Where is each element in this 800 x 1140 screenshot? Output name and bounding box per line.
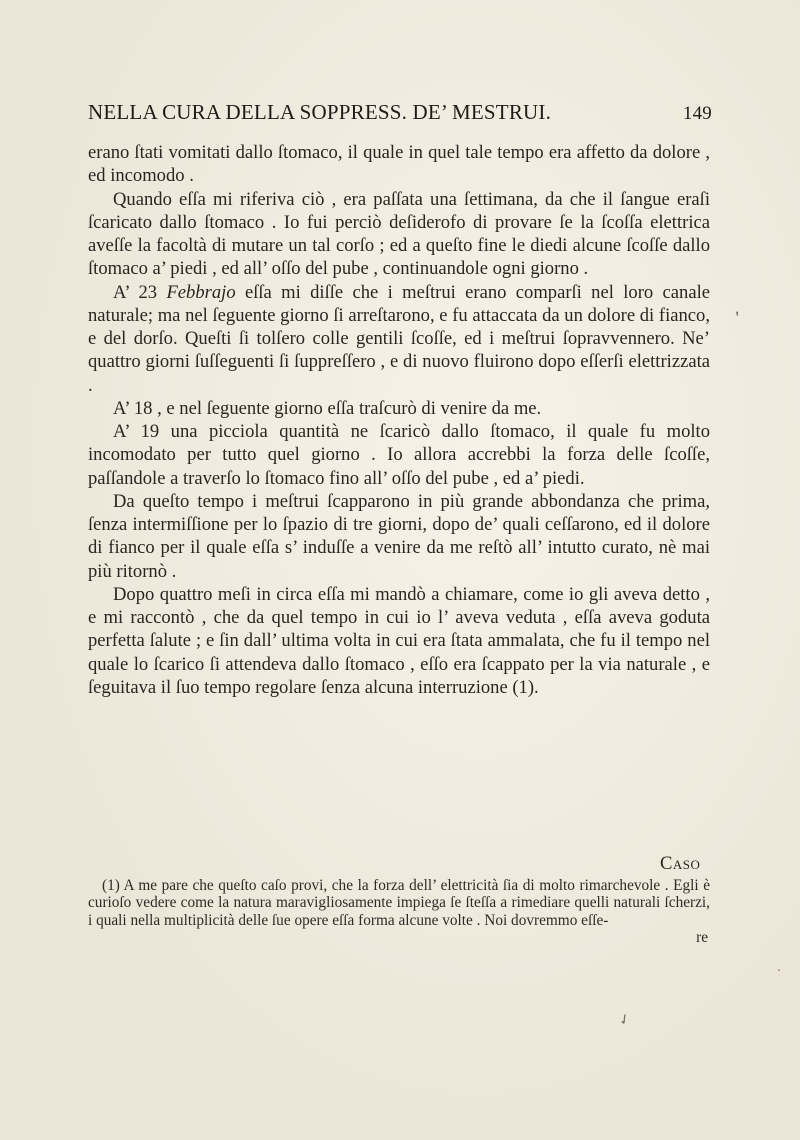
page-number: 149 (682, 103, 712, 124)
paragraph-5: A’ 19 una picciola quantità ne ſcaricò dallo ſtomaco, il quale fu molto incomodato per tutto quel giorno . Io allora accrebbi la forza delle ſcoſſe, paſſandole a traverſo lo ſtomaco fino all’ oſſo del pube , ed a’ piedi. (88, 421, 710, 489)
margin-mark: , (729, 298, 742, 319)
paragraph-1: erano ſtati vomitati dallo ſtomaco, il quale in quel tale tempo era affetto da dolore , ed incomodo . (88, 142, 710, 187)
running-title: NELLA CURA DELLA SOPPRESS. DE’ MESTRUI. (88, 100, 552, 124)
paragraph-3-body: eſſa mi diſſe che i meſtrui erano comparſi nel loro canale naturale; ma nel ſeguente giorno ſi arreſtarono, e fu attaccata da un dolore di fianco, e del dorſo. Queſti ſi tolſero colle gentili ſcoſſe, ed i meſtrui ſopravvennero. Ne’ quattro giorni ſuſſeguenti ſi ſuppreſſero , e di nuovo fluirono dopo eſſerſi elettrizzata . (88, 281, 710, 396)
dot-mark: . (777, 960, 781, 974)
paragraph-3 (88, 281, 710, 397)
running-head (88, 100, 712, 130)
footnote (88, 877, 710, 947)
paragraph-7: Dopo quattro meſi in circa eſſa mi mandò a chiamare, come io gli aveva detto , e mi raccontò , che da quel tempo in cui io l’ aveva veduta , eſſa aveva goduta perfetta ſalute ; e ſin dall’ ultima volta in cui era ſtata ammalata, che fu il tempo nel quale lo ſcarico ſi attendeva dallo ſtomaco , eſſo era ſcappato per la via naturale , e ſeguitava il ſuo tempo regolare ſenza alcuna interruzione (1). (88, 583, 710, 698)
date-lead: A’ 23 (113, 281, 167, 303)
tick-mark: ✓ (615, 1010, 634, 1030)
month-italic: Febbrajo (166, 281, 236, 303)
main-text (88, 141, 710, 699)
paragraph-2: Quando eſſa mi riferiva ciò , era paſſata una ſettimana, da che il ſangue eraſi ſcaricato dallo ſtomaco . Io fui perciò deſiderofo di provare ſe la ſcoſſa elettrica aveſſe la facoltà di mutare un tal corſo ; ed a queſto fine le diedi alcune ſcoſſe dallo ſtomaco a’ piedi , ed all’ oſſo del pube , continuandole ogni giorno . (88, 188, 710, 280)
paragraph-4: A’ 18 , e nel ſeguente giorno eſſa traſcurò di venire da me. (113, 397, 542, 419)
footnote-text: (1) A me pare che queſto caſo provi, che la forza dell’ elettricità ſia di molto rimarchevole . Egli è curioſo vedere come la natura maravigliosamente impiega ſe ſteſſa a rimediare quelli naturali ſcherzi, i quali nella multiplicità delle ſue opere eſſa forma alcune volte . Noi dovremmo eſſe- (88, 877, 710, 929)
footnote-trail: re (696, 929, 708, 947)
catchword: Caso (660, 853, 701, 874)
paragraph-6: Da queſto tempo i meſtrui ſcapparono in più grande abbondanza che prima, ſenza intermiſſione per lo ſpazio di tre giorni, dopo de’ quali ceſſarono, ed il dolore di fianco per il quale eſſa s’ induſſe a venire da me reſtò all’ intutto curato, nè mai più ritornò . (88, 490, 710, 582)
